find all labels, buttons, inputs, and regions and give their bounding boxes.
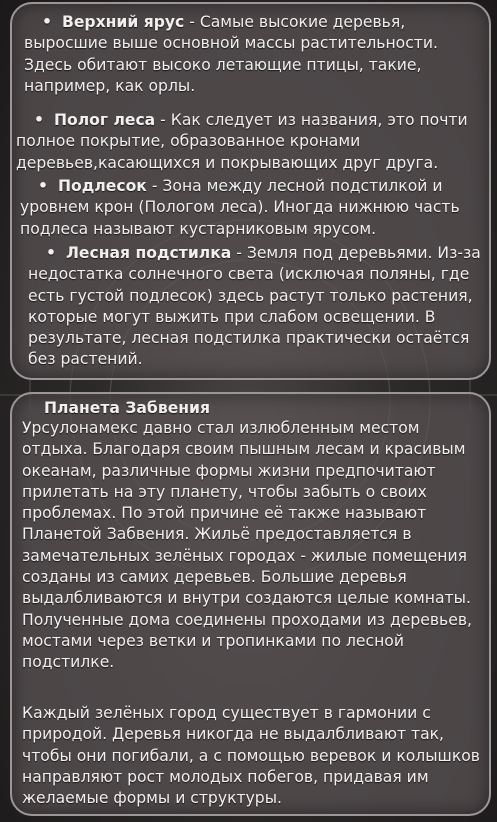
layer-description: - Зона между лесной подстилкой и уровнем крон (Пологом леса). Иногда нижнюю часть подлеса называют кустарниковым ярусом.	[20, 177, 460, 238]
planet-paragraph-1: Урсулонамекс давно стал излюбленным местом отдыха. Благодаря своим пышным лесам и красивым океанам, различные формы жизни предпочитают прилетать на эту планету, чтобы забыть о своих проблемах. По этой причине её также называют Планетой Забвения. Жильё предоставляется в замечательных зелёных городах - жилые помещения созданы из самих деревьев. Большие деревья выдалбливаются и внутри создаются целые комнаты. Полученные дома соединены проходами из деревьев, мостами через ветки и тропинками по лесной подстилке.	[22, 419, 472, 672]
layer-item-canopy	[16, 110, 488, 174]
layer-description: - Земля под деревьями. Из-за недостатка солнечного света (исключая поляны, где есть густой подлесок) здесь растут только растения, которые могут выжить при слабом освещении. В результате, лесная подстилка практически остаётся без растений.	[28, 244, 481, 369]
layer-term: Верхний ярус	[61, 13, 185, 31]
layer-item-forest-floor	[28, 243, 488, 371]
layer-term: Полог леса	[53, 111, 156, 129]
planet-paragraph-2: Каждый зелёных город существует в гармонии с природой. Деревья никогда не выдалбливают так, чтобы они погибали, а с помощью веревок и колышков направляют рост молодых побегов, придавая им желаемые формы и структуры.	[22, 704, 480, 808]
layer-description: - Самые высокие деревья, выросшие выше основной массы растительности. Здесь обитают высоко летающие птицы, такие, например, как орлы.	[24, 13, 438, 95]
planet-title: Планета Забвения	[44, 399, 210, 417]
bullet-icon: •	[42, 13, 52, 31]
layer-item-upper-canopy	[24, 12, 486, 97]
bullet-icon: •	[34, 111, 44, 129]
bullet-icon: •	[46, 244, 56, 262]
layer-description: - Как следует из названия, это почти полное покрытие, образованное кронами деревьев,касающихся и покрывающих друг друга.	[16, 111, 468, 172]
layer-term: Подлесок	[57, 177, 147, 195]
layer-item-understory	[20, 176, 488, 240]
bullet-icon: •	[38, 177, 48, 195]
layer-term: Лесная подстилка	[65, 244, 232, 262]
